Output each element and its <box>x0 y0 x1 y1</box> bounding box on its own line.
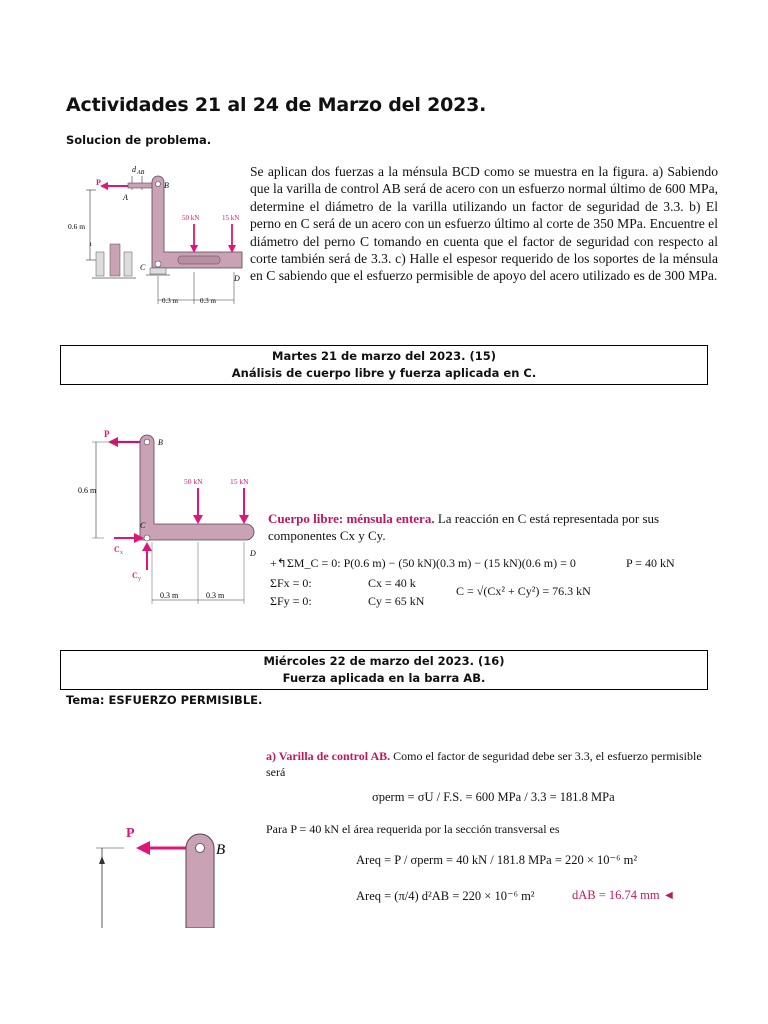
page-title: Actividades 21 al 24 de Marzo del 2023. <box>66 94 487 116</box>
figure1-50kn-label: 50 kN <box>182 214 200 222</box>
figure1-a-label: A <box>123 193 128 202</box>
sigma-perm-equation: σperm = σU / F.S. = 600 MPa / 3.3 = 181.8 MPa <box>372 790 615 804</box>
solution-a-text2: Para P = 40 kN el área requerida por la sección transversal es <box>266 822 560 836</box>
figure1-03m-a-label: 0.3 m <box>162 297 178 305</box>
dab-answer: dAB = 16.74 mm ◄ <box>572 888 676 902</box>
figure2-50kn-label: 50 kN <box>184 477 203 486</box>
fy-result: Cy = 65 kN <box>368 594 425 608</box>
figure1-06m-label: 0.6 m <box>68 222 86 231</box>
activity-box-tuesday <box>60 345 708 385</box>
figure1-c-label: C <box>140 263 146 272</box>
figure1-t-label: t <box>90 242 92 248</box>
area-equation: Areq = P / σperm = 40 kN / 181.8 MPa = 220 × 10⁻⁶ m² <box>356 853 638 867</box>
figure3-b-label: B <box>216 842 226 858</box>
free-body-description <box>268 510 720 544</box>
activity-box-wednesday <box>60 650 708 690</box>
figure1-03m-b-label: 0.3 m <box>200 297 216 305</box>
figure1-dab-label: d <box>132 165 136 174</box>
free-body-diagram <box>74 420 270 616</box>
figure1-15kn-label: 15 kN <box>222 214 240 222</box>
topic-label: Tema: ESFUERZO PERMISIBLE. <box>66 693 263 707</box>
figure2-03m-b-label: 0.3 m <box>206 591 225 600</box>
free-body-heading: Cuerpo libre: ménsula entera. <box>268 511 435 526</box>
box2-line2: Fuerza aplicada en la barra AB. <box>282 671 486 685</box>
solution-a-heading: a) Varilla de control AB. <box>266 749 391 763</box>
fx-equation: ΣFx = 0: <box>270 576 312 590</box>
box2-line1: Miércoles 22 de marzo del 2023. (16) <box>263 654 505 668</box>
figure2-c-label: C <box>140 521 146 530</box>
figure3-p-label: P <box>126 826 135 841</box>
box1-line1: Martes 21 de marzo del 2023. (15) <box>272 349 496 363</box>
figure2-p-label: P <box>104 429 110 439</box>
figure2-cy-sub: y <box>138 576 141 582</box>
resultant-equation: C = √(Cx² + Cy²) = 76.3 kN <box>456 584 591 598</box>
figure2-cy-label: C <box>132 571 138 580</box>
solution-a-intro <box>266 748 706 780</box>
fy-equation: ΣFy = 0: <box>270 594 312 608</box>
figure1-b-label: B <box>164 181 169 190</box>
box1-line2: Análisis de cuerpo libre y fuerza aplicada en C. <box>231 366 537 380</box>
bracket-figure-small <box>66 160 246 320</box>
solution-a-text1: Como el factor de seguridad debe ser 3.3, el esfuerzo permisible será <box>266 749 702 779</box>
section-subtitle: Solucion de problema. <box>66 133 212 147</box>
figure2-cx-label: C <box>114 545 120 554</box>
figure2-d-label: D <box>250 549 256 558</box>
figure2-15kn-label: 15 kN <box>230 477 249 486</box>
moment-result: P = 40 kN <box>626 556 675 570</box>
figure1-dab-sub: AB <box>137 170 145 176</box>
figure2-b-label: B <box>158 438 163 447</box>
figure2-03m-a-label: 0.3 m <box>160 591 179 600</box>
figure1-d-label: D <box>234 274 240 283</box>
figure1-p-label: P <box>96 178 101 187</box>
area-equation-2: Areq = (π/4) d²AB = 220 × 10⁻⁶ m² <box>356 889 535 903</box>
figure2-cx-sub: x <box>120 550 123 556</box>
moment-equation: +↰ΣM_C = 0: P(0.6 m) − (50 kN)(0.3 m) − (15 kN)(0.6 m) = 0 <box>270 556 576 570</box>
fx-result: Cx = 40 k <box>368 576 416 590</box>
figure2-06m-label: 0.6 m <box>78 486 97 495</box>
problem-statement: Se aplican dos fuerzas a la ménsula BCD como se muestra en la figura. a) Sabiendo que la varilla de control AB será de acero con un esfuerzo normal último de 600 MPa, determine el diámetro de la varilla utilizando un factor de seguridad de 3.3. b) El perno en C será de un acero con un esfuerzo último al corte de 350 MPa. Encuentre el diámetro del perno C tomando en cuenta que el factor de seguridad con respecto al corte también será de 3.3. c) Halle el espesor requerido de los soportes de la ménsula en C sabiendo que el esfuerzo permisible de apoyo del acero utilizado es de 300 MPa. <box>250 164 718 284</box>
rod-ab-figure <box>90 818 250 928</box>
free-body-text: La reacción en C está representada por sus componentes Cx y Cy. <box>268 511 660 543</box>
